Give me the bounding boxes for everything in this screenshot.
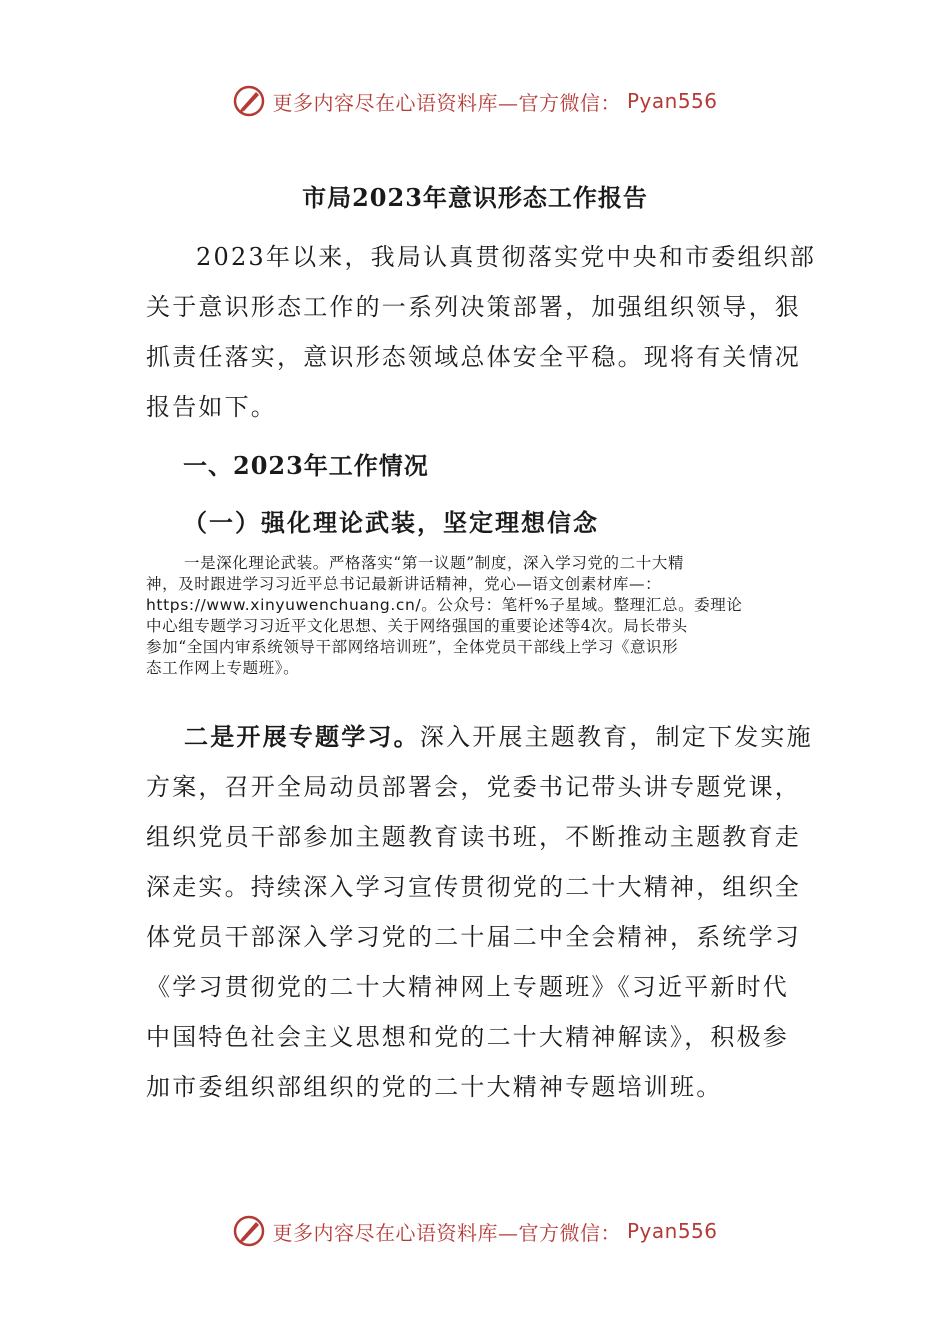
study-paragraph <box>146 712 813 1112</box>
watermark-wechat-id: Pyan556 <box>626 1219 718 1243</box>
study-line: 深走实。持续深入学习宣传贯彻党的二十大精神，组织全 <box>146 873 801 901</box>
study-lead-rest: 深入开展主题教育，制定下发实施 <box>419 723 813 751</box>
theory-line: https://www.xinyuwenchuang.cn/。公众号：笔杆%子星域。整理汇总。委理论 <box>146 596 743 614</box>
study-line: 方案，召开全局动员部署会，党委书记带头讲专题党课， <box>146 773 801 801</box>
subsection-heading: （一）强化理论武装，坚定理想信念 <box>183 508 599 537</box>
study-lead: 二是开展专题学习。 <box>184 722 420 751</box>
study-line <box>146 712 813 762</box>
intro-paragraph <box>146 232 817 432</box>
pen-logo-icon <box>232 84 266 118</box>
theory-line: 态工作网上专题班》。 <box>146 659 300 677</box>
section-heading: 一、2023年工作情况 <box>183 451 429 480</box>
watermark-header <box>0 84 950 118</box>
study-line: 组织党员干部参加主题教育读书班，不断推动主题教育走 <box>146 823 801 851</box>
study-line: 加市委组织部组织的党的二十大精神专题培训班。 <box>146 1073 723 1101</box>
study-line: 《学习贯彻党的二十大精神网上专题班》《习近平新时代 <box>146 973 789 1001</box>
watermark-wechat-id: Pyan556 <box>626 89 718 113</box>
study-line: 体党员干部深入学习党的二十届二中全会精神，系统学习 <box>146 923 801 951</box>
intro-line: 报告如下。 <box>146 393 277 421</box>
theory-line: 中心组专题学习习近平文化思想、关于网络强国的重要论述等4次。局长带头 <box>146 617 688 635</box>
watermark-text: 更多内容尽在心语资料库—官方微信： <box>272 90 621 115</box>
theory-paragraph <box>146 553 806 679</box>
study-line: 中国特色社会主义思想和党的二十大精神解读》，积极参 <box>146 1023 789 1051</box>
document-title: 市局2023年意识形态工作报告 <box>302 183 648 212</box>
theory-line: 神，及时跟进学习习近平总书记最新讲话精神，党心—语文创素材库—： <box>146 575 662 593</box>
theory-line: 参加“全国内审系统领导干部网络培训班”，全体党员干部线上学习《意识形 <box>146 638 679 656</box>
watermark-text: 更多内容尽在心语资料库—官方微信： <box>272 1220 621 1245</box>
pen-logo-icon <box>232 1214 266 1248</box>
intro-line: 2023年以来，我局认真贯彻落实党中央和市委组织部 <box>196 243 817 271</box>
intro-line: 抓责任落实，意识形态领域总体安全平稳。现将有关情况 <box>146 343 801 371</box>
watermark-footer <box>0 1214 950 1248</box>
theory-line: 一是深化理论武装。严格落实“第一议题”制度，深入学习党的二十大精 <box>184 554 685 572</box>
intro-line: 关于意识形态工作的一系列决策部署，加强组织领导，狠 <box>146 293 801 321</box>
